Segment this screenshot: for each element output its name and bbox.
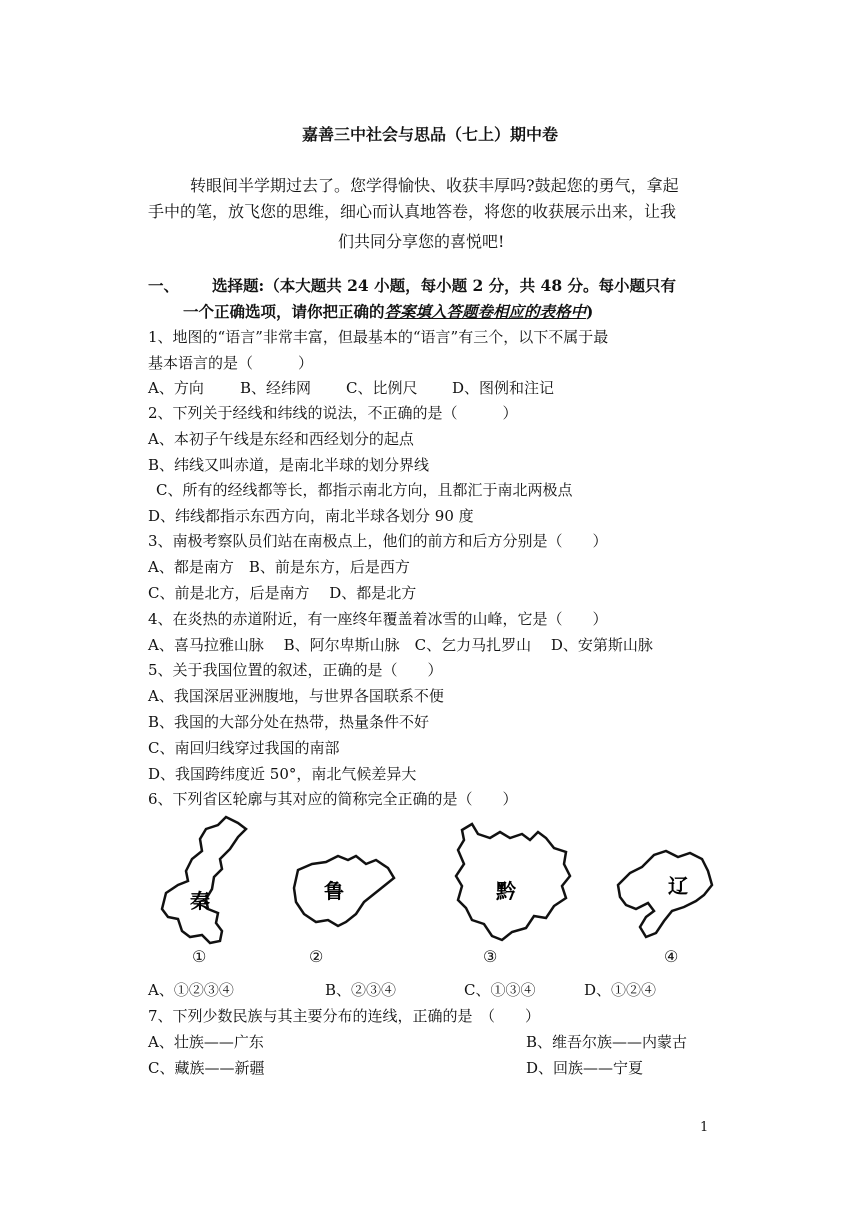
q1-option-c: C、比例尺 [346,379,418,397]
q1-option-a: A、方向 [148,379,204,397]
province-outline-shandong [290,850,400,930]
section-instruction-text: 一个正确选项，请你把正确的 [183,302,385,321]
map-label-qin: 秦 [190,889,210,913]
map-label-liao: 辽 [668,874,688,898]
intro-line-3: 们共同分享您的喜悦吧! [338,232,505,251]
q6-option-b: B、②③④ [325,981,397,999]
q5-stem: 5、关于我国位置的叙述，正确的是（ ） [148,661,443,679]
section-instruction-end: ) [586,302,594,321]
q7-option-b: B、维吾尔族——内蒙古 [526,1033,688,1051]
q1-stem-cont: 基本语言的是（ ） [148,354,314,372]
q2-stem: 2、下列关于经线和纬线的说法，不正确的是（ ） [148,404,518,422]
q4-stem: 4、在炎热的赤道附近，有一座终年覆盖着冰雪的山峰，它是（ ） [148,610,608,628]
intro-line-1: 转眼间半学期过去了。您学得愉快、收获丰厚吗?鼓起您的勇气，拿起 [190,176,679,195]
section-instruction-emphasis: 答案填入答题卷相应的表格中 [384,302,587,321]
q2-option-b: B、纬线又叫赤道，是南北半球的划分界线 [148,456,430,474]
q3-options-ab: A、都是南方 B、前是东方，后是西方 [148,558,410,576]
q5-option-b: B、我国的大部分处在热带，热量条件不好 [148,713,430,731]
q4-options: A、喜马拉雅山脉 B、阿尔卑斯山脉 C、乞力马扎罗山 D、安第斯山脉 [148,636,653,654]
intro-line-2: 手中的笔，放飞您的思维，细心而认真地答卷，将您的收获展示出来，让我 [148,202,677,221]
q2-option-a: A、本初子午线是东经和西经划分的起点 [148,430,414,448]
q5-option-d: D、我国跨纬度近 50°，南北气候差异大 [148,765,417,783]
q1-option-d: D、图例和注记 [452,379,555,397]
q2-option-d: D、纬线都指示东西方向，南北半球各划分 90 度 [148,507,474,525]
q1-stem: 1、地图的“语言”非常丰富，但最基本的“语言”有三个，以下不属于最 [148,328,609,346]
q7-option-d: D、回族——宁夏 [526,1059,644,1077]
province-outline-liaoning [612,845,717,945]
section-heading: 选择题:（本大题共 24 小题，每小题 2 分，共 48 分。每小题只有 [212,276,677,295]
province-outline-shaanxi [160,815,260,950]
section-number: 一、 [148,276,180,295]
q6-option-c: C、①③④ [464,981,536,999]
q6-stem: 6、下列省区轮廓与其对应的简称完全正确的是（ ） [148,790,518,808]
map-label-lu: 鲁 [324,879,344,903]
q5-option-c: C、南回归线穿过我国的南部 [148,739,340,757]
map-number-3: ③ [483,947,498,966]
page-number: 1 [700,1120,709,1135]
q6-option-a: A、①②③④ [148,981,234,999]
q7-option-a: A、壮族——广东 [148,1033,264,1051]
map-number-1: ① [192,947,207,966]
map-label-qian: 黔 [496,879,516,903]
q7-stem: 7、下列少数民族与其主要分布的连线，正确的是 （ ） [148,1007,541,1025]
q1-option-b: B、经纬网 [240,379,312,397]
q3-options-cd: C、前是北方，后是南方 D、都是北方 [148,584,417,602]
q2-option-c: C、所有的经线都等长，都指示南北方向，且都汇于南北两极点 [156,481,573,499]
page-title: 嘉善三中社会与思品（七上）期中卷 [301,125,558,144]
q7-option-c: C、藏族——新疆 [148,1059,265,1077]
q6-option-d: D、①②④ [584,981,657,999]
q3-stem: 3、南极考察队员们站在南极点上，他们的前方和后方分别是（ ） [148,532,608,550]
q5-option-a: A、我国深居亚洲腹地，与世界各国联系不便 [148,687,444,705]
map-number-4: ④ [664,947,679,966]
map-number-2: ② [309,947,324,966]
province-outline-guizhou [450,820,580,945]
section-instruction [183,302,593,321]
